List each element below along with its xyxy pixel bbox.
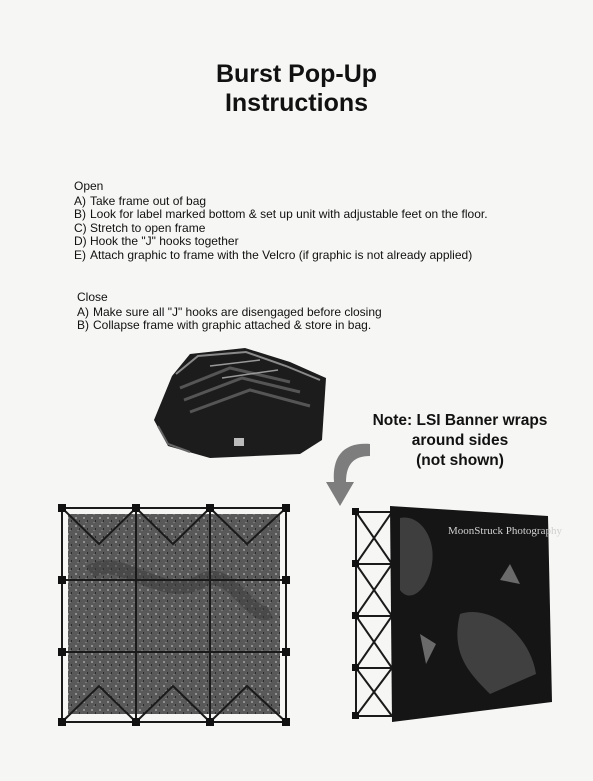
title-line-2: Instructions [224,89,369,117]
note-line-1: Note: LSI Banner wraps [372,412,548,429]
open-step-c: C) Stretch to open frame [74,220,206,235]
note-line-2: around sides [411,432,509,449]
page-title [0,60,593,118]
open-step-a: A) Take frame out of bag [74,193,207,208]
open-step-d: D) Hook the "J" hooks together [74,234,239,248]
close-instructions [77,291,382,333]
collapsed-bag-photo [150,348,330,460]
assembled-display-photo [340,494,565,729]
note-line-3: (not shown) [416,452,504,469]
open-step-b: B) Look for label marked bottom & set up unit with adjustable feet on the floor. [74,207,488,221]
open-frame-photo [50,492,300,732]
title-line-1: Burst Pop-Up [215,60,378,88]
close-heading: Close [77,290,108,304]
open-step-e: E) Attach graphic to frame with the Velcro (if graphic is not already applied) [74,247,473,262]
open-instructions [74,180,488,262]
close-step-a: A) Make sure all "J" hooks are disengaged before closing [77,304,382,319]
open-heading: Open [74,179,104,193]
banner-note [360,411,560,471]
display-graphic-text: MoonStruck Photography [448,525,562,537]
close-step-b: B) Collapse frame with graphic attached & store in bag. [77,318,372,332]
